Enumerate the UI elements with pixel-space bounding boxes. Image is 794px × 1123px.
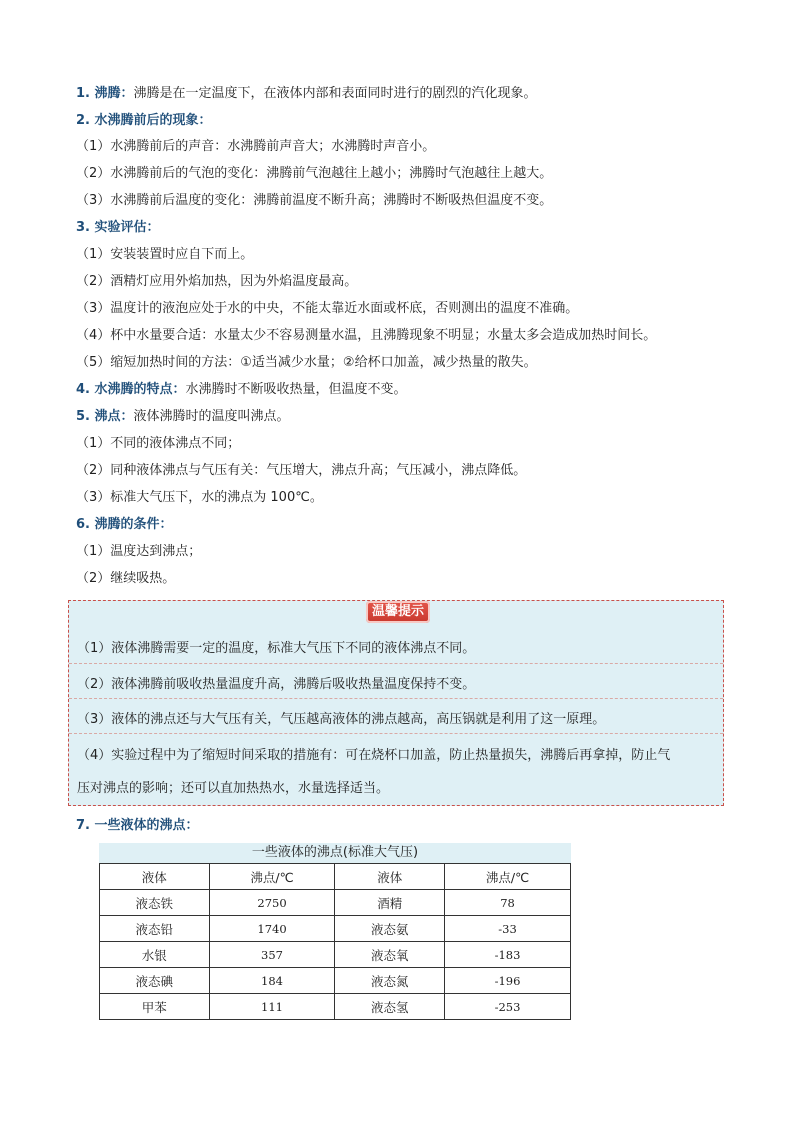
boiling-point-cell: -196 <box>445 968 571 994</box>
boiling-point-cell: 2750 <box>209 890 335 916</box>
boiling-point-cell: -33 <box>445 916 571 942</box>
note-text: （3）标准大气压下，水的沸点为 100℃。 <box>76 490 323 505</box>
liquid-cell: 液态碘 <box>100 968 210 994</box>
table-row <box>100 890 571 916</box>
note-text: （1）不同的液体沸点不同； <box>76 436 241 451</box>
table-row <box>100 916 571 942</box>
tip-divider <box>69 663 723 664</box>
note-line <box>76 461 526 481</box>
note-line <box>76 515 173 535</box>
liquid-cell: 液态氢 <box>335 994 445 1020</box>
note-line <box>76 191 552 211</box>
column-header: 液体 <box>335 864 445 890</box>
note-heading: 1. 沸腾： <box>76 86 134 101</box>
boiling-point-cell: 1740 <box>209 916 335 942</box>
note-line <box>76 164 552 184</box>
note-line <box>76 245 253 265</box>
note-line <box>76 407 290 427</box>
note-heading: 2. 水沸腾前后的现象： <box>76 113 212 128</box>
note-heading: 5. 沸点： <box>76 409 134 424</box>
boiling-point-table <box>99 843 571 1020</box>
note-text: （4）杯中水量要合适：水量太少不容易测量水温，且沸腾现象不明显；水量太多会造成加热时间长。 <box>76 328 657 343</box>
note-line <box>76 137 435 157</box>
note-line <box>76 299 578 319</box>
note-line <box>76 488 323 508</box>
note-text: （2）同种液体沸点与气压有关：气压增大，沸点升高；气压减小，沸点降低。 <box>76 463 527 478</box>
boiling-point-cell: 111 <box>209 994 335 1020</box>
note-text: （3）温度计的液泡应处于水的中央，不能太靠近水面或杯底，否则测出的温度不准确。 <box>76 301 579 316</box>
table-row <box>100 942 571 968</box>
column-header: 沸点/℃ <box>209 864 335 890</box>
note-text: 液体沸腾时的温度叫沸点。 <box>133 409 290 424</box>
note-text: （1）安装装置时应自下而上。 <box>76 247 254 262</box>
liquid-cell: 液态铅 <box>100 916 210 942</box>
table-row <box>100 994 571 1020</box>
note-line <box>76 434 240 454</box>
tip-divider <box>69 733 723 734</box>
note-heading: 3. 实验评估： <box>76 220 160 235</box>
tip-line: （2）液体沸腾前吸收热量温度升高，沸腾后吸收热量温度保持不变。 <box>77 677 476 692</box>
table-body <box>100 864 571 1020</box>
boiling-point-cell: 357 <box>209 942 335 968</box>
note-line <box>76 542 201 562</box>
note-line <box>76 569 175 589</box>
note-text: （1）温度达到沸点； <box>76 544 202 559</box>
note-line <box>76 111 212 131</box>
note-heading: 4. 水沸腾的特点： <box>76 382 186 397</box>
liquid-cell: 水银 <box>100 942 210 968</box>
note-line <box>76 84 537 104</box>
tip-line: 压对沸点的影响；还可以直加热热水，水量选择适当。 <box>77 781 390 796</box>
column-header: 液体 <box>100 864 210 890</box>
note-heading: 6. 沸腾的条件： <box>76 517 173 532</box>
note-text: 水沸腾时不断吸收热量，但温度不变。 <box>185 382 407 397</box>
note-line <box>76 380 407 400</box>
tip-line: （4）实验过程中为了缩短时间采取的措施有：可在烧杯口加盖，防止热量损失，沸腾后再拿掉，防止气 <box>77 748 671 763</box>
note-line <box>76 353 537 373</box>
liquid-cell: 液态氮 <box>335 968 445 994</box>
note-text: （1）水沸腾前后的声音：水沸腾前声音大；水沸腾时声音小。 <box>76 139 436 154</box>
note-text: （2）水沸腾前后的气泡的变化：沸腾前气泡越往上越小；沸腾时气泡越往上越大。 <box>76 166 553 181</box>
note-text: （2）酒精灯应用外焰加热，因为外焰温度最高。 <box>76 274 358 289</box>
liquid-cell: 甲苯 <box>100 994 210 1020</box>
table-header-row <box>100 864 571 890</box>
note-text: （3）水沸腾前后温度的变化：沸腾前温度不断升高；沸腾时不断吸热但温度不变。 <box>76 193 553 208</box>
table-row <box>100 968 571 994</box>
table-caption: 一些液体的沸点(标准大气压) <box>99 843 571 863</box>
note-line <box>76 218 160 238</box>
tip-box <box>68 600 724 806</box>
section-7-heading: 7. 一些液体的沸点： <box>76 818 199 833</box>
liquid-cell: 酒精 <box>335 890 445 916</box>
liquid-cell: 液态氨 <box>335 916 445 942</box>
boiling-point-cell: -253 <box>445 994 571 1020</box>
tip-line: （3）液体的沸点还与大气压有关，气压越高液体的沸点越高，高压锅就是利用了这一原理。 <box>77 712 606 727</box>
tip-line: （1）液体沸腾需要一定的温度，标准大气压下不同的液体沸点不同。 <box>77 641 476 656</box>
boiling-point-cell: 78 <box>445 890 571 916</box>
liquid-cell: 液态铁 <box>100 890 210 916</box>
liquid-cell: 液态氧 <box>335 942 445 968</box>
note-text: 沸腾是在一定温度下，在液体内部和表面同时进行的剧烈的汽化现象。 <box>133 86 537 101</box>
boiling-point-cell: -183 <box>445 942 571 968</box>
note-text: （5）缩短加热时间的方法：①适当减少水量；②给杯口加盖，减少热量的散失。 <box>76 355 537 370</box>
tip-badge: 温馨提示 <box>366 601 430 623</box>
note-line <box>76 326 656 346</box>
column-header: 沸点/℃ <box>445 864 571 890</box>
boiling-point-cell: 184 <box>209 968 335 994</box>
tip-divider <box>69 698 723 699</box>
note-line <box>76 272 357 292</box>
note-text: （2）继续吸热。 <box>76 571 176 586</box>
